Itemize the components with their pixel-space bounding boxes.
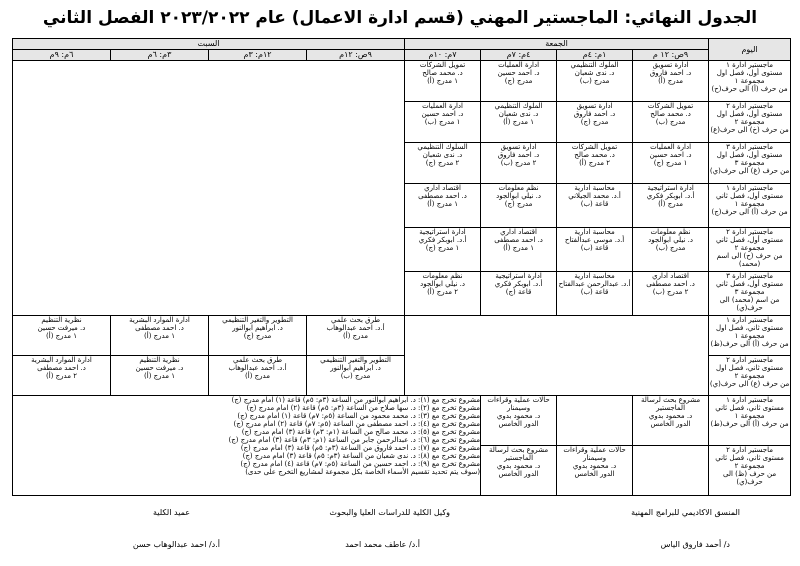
course-cell: تمويل الشركات د. محمد صالح مدرج (ب) bbox=[633, 102, 709, 143]
level-cell: ماجستير ادارة ٢ مستوى أول، فصل اول مجموعة ٢ من حرف (خ) الى حرف(ع) bbox=[709, 102, 791, 143]
graduation-projects: مشروع تخرج مع (١): د. ابراهيم ابوالنور من الساعة (٣م: ٥م) قاعة (١) امام مدرج (ج) مشروع تخرج مع (٢): د. سها صلاح من الساعة (٣م: ٥م) قاعة (٢) امام مدرج (ج) مشروع تخرج مع (٣): د. محمد محمود من الساعة (٥م: ٧م) قاعة (١) امام مدرج (ج) مشروع تخرج مع (٤): د. احمد مصطفى من الساعة (٥م: ٧م) قاعة (٢) امام مدرج (ج) مشروع تخرج مع (٥): د. محمد صالح من الساعة (١م: ٣م) قاعة (٣) امام مدرج (ج) مشروع تخرج مع (٦): د. عبدالرحمن جابر من الساعة (١م: ٣م) قاعة (٣) امام مدرج (ج) مشروع تخرج مع (٧): د. احمد فاروق من الساعة (٣م: ٥م) قاعة (٣) امام مدرج (ج) مشروع تخرج مع (٨): د. ندى شعبان من الساعة (٣م: ٥م) قاعة (٣) امام مدرج (ج) مشروع تخرج مع (٩): د. احمد حسين من الساعة (٥م: ٧م) قاعة (٤) امام مدرج (ج) (سوف يتم تحديد تقسيم الأسماء الخاصة بكل مجموعة لمشاريع التخرج على حدى) bbox=[13, 396, 481, 496]
course-cell: طرق بحث علمي أ.د. احمد عبدالوهاب مدرج (أ) bbox=[307, 316, 405, 356]
course-cell: طرق بحث علمي أ.د. احمد عبدالوهاب مدرج (أ) bbox=[209, 356, 307, 396]
vice-dean-name: أ.د/ عاطف محمد احمد bbox=[345, 540, 420, 549]
level-cell: ماجستير ادارة ٣ مستوى أول، فصل اول مجموعة ٣ من حرف (غ) الى حرف(ي) bbox=[709, 143, 791, 184]
course-cell: ادارة استراتيجية أ.د. ابوبكر فكري ١ مدرج (ج) bbox=[405, 228, 481, 272]
empty-cell bbox=[557, 396, 633, 446]
course-cell: التطوير والتغير التنظيمي د. ابراهيم ابوالنور مدرج (ب) bbox=[307, 356, 405, 396]
thesis-cell: مشروع بحث لرسالة الماجستير د. محمود بدوي الدور الخامس bbox=[481, 446, 557, 496]
slot-header: ٣م: ٦م bbox=[111, 50, 209, 61]
course-cell: اقتصاد اداري د. احمد مصطفى ١ مدرج (أ) bbox=[481, 228, 557, 272]
course-cell: ادارة العمليات د. احمد حسين مدرج (ج) bbox=[481, 61, 557, 102]
course-cell: نظم معلومات د. نيلي ابوالجود ٢ مدرج (أ) bbox=[405, 272, 481, 316]
slot-header: ٩ص: ١٢ م bbox=[633, 50, 709, 61]
level-cell: ماجستير ادارة ١ مستوى أول، فصل ثاني مجموعة ١ من حرف (أ) الى حرف(ج) bbox=[709, 184, 791, 228]
course-cell: نظم معلومات د. نيلي ابوالجود مدرج (ج) bbox=[481, 184, 557, 228]
course-cell: ادارة تسويق د. احمد فاروق مدرج (ج) bbox=[557, 102, 633, 143]
cases-cell: حالات عملية وقراءات وسيمنار د. محمود بدوي الدور الخامس bbox=[557, 446, 633, 496]
course-cell: نظرية التنظيم د. ميرفت حسين ١ مدرج (أ) bbox=[13, 316, 111, 356]
course-cell: ادارة استراتيجية أ.د. ابوبكر فكري مدرج (أ) bbox=[633, 184, 709, 228]
coordinator-title: المنسق الاكاديمي للبرامج المهنية bbox=[631, 508, 740, 517]
level-cell: ماجستير ادارة ٢ مستوى ثاني، فصل ثاني مجموعة ٢ من حرف (ظ) الى حرف(ي) bbox=[709, 446, 791, 496]
slot-header: ٧م: ١٠م bbox=[405, 50, 481, 61]
course-cell: محاسبة ادارية أ.د. عبدالرحمن عبدالفتاح قاعة (ب) bbox=[557, 272, 633, 316]
course-cell: ادارة تسويق د. احمد فاروق ٢ مدرج (ب) bbox=[481, 143, 557, 184]
day-header: اليوم bbox=[709, 39, 791, 61]
course-cell: ادارة العمليات د. احمد حسين ١ مدرج (ب) bbox=[405, 102, 481, 143]
slot-header: ٦م: ٩م bbox=[13, 50, 111, 61]
course-cell: الملوك التنظيمي د. ندى شعبان ١ مدرج (أ) bbox=[481, 102, 557, 143]
level-cell: ماجستير ادارة ١ مستوى ثاني، فصل اول مجموعة ١ من حرف (أ) الى حرف(ظ) bbox=[709, 316, 791, 356]
empty-saturday-block bbox=[13, 61, 405, 316]
schedule-table bbox=[12, 38, 791, 496]
slot-header: ٤م: ٧م bbox=[481, 50, 557, 61]
level-cell: ماجستير ادارة ١ مستوى ثاني، فصل ثاني مجموعة ١ من حرف (أ) الى حرف(ط) bbox=[709, 396, 791, 446]
cases-cell: حالات عملية وقراءات وسيمنار د. محمود بدوي الدور الخامس bbox=[481, 396, 557, 446]
course-cell: نظم معلومات د. نيلي ابوالجود مدرج (ب) bbox=[633, 228, 709, 272]
slot-header: ١م: ٤م bbox=[557, 50, 633, 61]
friday-header: الجمعة bbox=[405, 39, 709, 50]
course-cell: نظرية التنظيم د. ميرفت حسين ١ مدرج (أ) bbox=[111, 356, 209, 396]
saturday-header: السبت bbox=[13, 39, 405, 50]
course-cell: محاسبة ادارية أ.د. موسى عبدالفتاح قاعة (ب) bbox=[557, 228, 633, 272]
level-cell: ماجستير ادارة ٢ مستوى ثاني، فصل اول مجموعة ٢ من حرف (ع) الى حرف(ي) bbox=[709, 356, 791, 396]
slot-header: ٩ص: ١٢م bbox=[307, 50, 405, 61]
empty-friday-block bbox=[405, 316, 709, 396]
course-cell: اقتصاد اداري د. احمد مصطفى ٢ مدرج (ب) bbox=[633, 272, 709, 316]
course-cell: تمويل الشركات د. محمد صالح ١ مدرج (أ) bbox=[405, 61, 481, 102]
dean-name: أ.د/ احمد عبدالوهاب حسن bbox=[132, 540, 220, 549]
level-cell: ماجستير ادارة ٣ مستوى أول، فصل ثاني مجموعة ٣ من اسم (محمد) الى حرف(ي) bbox=[709, 272, 791, 316]
course-cell: محاسبة ادارية أ.د. محمد الجيلاني قاعة (ب) bbox=[557, 184, 633, 228]
level-cell: ماجستير ادارة ٢ مستوى أول، فصل ثاني مجموعة ٢ من حرف (ح) الى اسم (محمد) bbox=[709, 228, 791, 272]
course-cell: ادارة الموارد البشرية د. احمد مصطفى ١ مدرج (أ) bbox=[111, 316, 209, 356]
course-cell: ادارة تسويق د. احمد فاروق مدرج (أ) bbox=[633, 61, 709, 102]
page-title: الجدول النهائي: الماجستير المهني (قسم ادارة الاعمال) عام ٢٠٢٣/٢٠٢٢ الفصل الثاني bbox=[42, 8, 758, 28]
slot-header: ١٢م: ٣م bbox=[209, 50, 307, 61]
dean-title: عميد الكلية bbox=[153, 508, 190, 517]
course-cell: تمويل الشركات د. محمد صالح ٢ مدرج (أ) bbox=[557, 143, 633, 184]
course-cell: ادارة العمليات د. احمد حسين ١ مدرج (ج) bbox=[633, 143, 709, 184]
course-cell: الملوك التنظيمي د. ندى شعبان مدرج (ب) bbox=[557, 61, 633, 102]
course-cell: ادارة استراتيجية أ.د. ابوبكر فكري قاعة (ج) bbox=[481, 272, 557, 316]
course-cell: اقتصاد اداري د. احمد مصطفى ١ مدرج (أ) bbox=[405, 184, 481, 228]
course-cell: السلوك التنظيمي د. ندى شعبان ٢ مدرج (ج) bbox=[405, 143, 481, 184]
thesis-cell: مشروع بحث لرسالة الماجستير د. محمود بدوي الدور الخامس bbox=[633, 396, 709, 446]
course-cell: التطوير والتغير التنظيمي د. ابراهيم ابوالنور مدرج (ج) bbox=[209, 316, 307, 356]
coordinator-name: د/ أحمد فاروق الياس bbox=[660, 540, 730, 549]
level-cell: ماجستير ادارة ١ مستوى أول، فصل اول مجموعة ١ من حرف (أ) الى حرف(ح) bbox=[709, 61, 791, 102]
vice-dean-title: وكيل الكلية للدراسات العليا والبحوث bbox=[329, 508, 450, 517]
empty-cell bbox=[633, 446, 709, 496]
course-cell: ادارة الموارد البشرية د. احمد مصطفى ٢ مدرج (أ) bbox=[13, 356, 111, 396]
